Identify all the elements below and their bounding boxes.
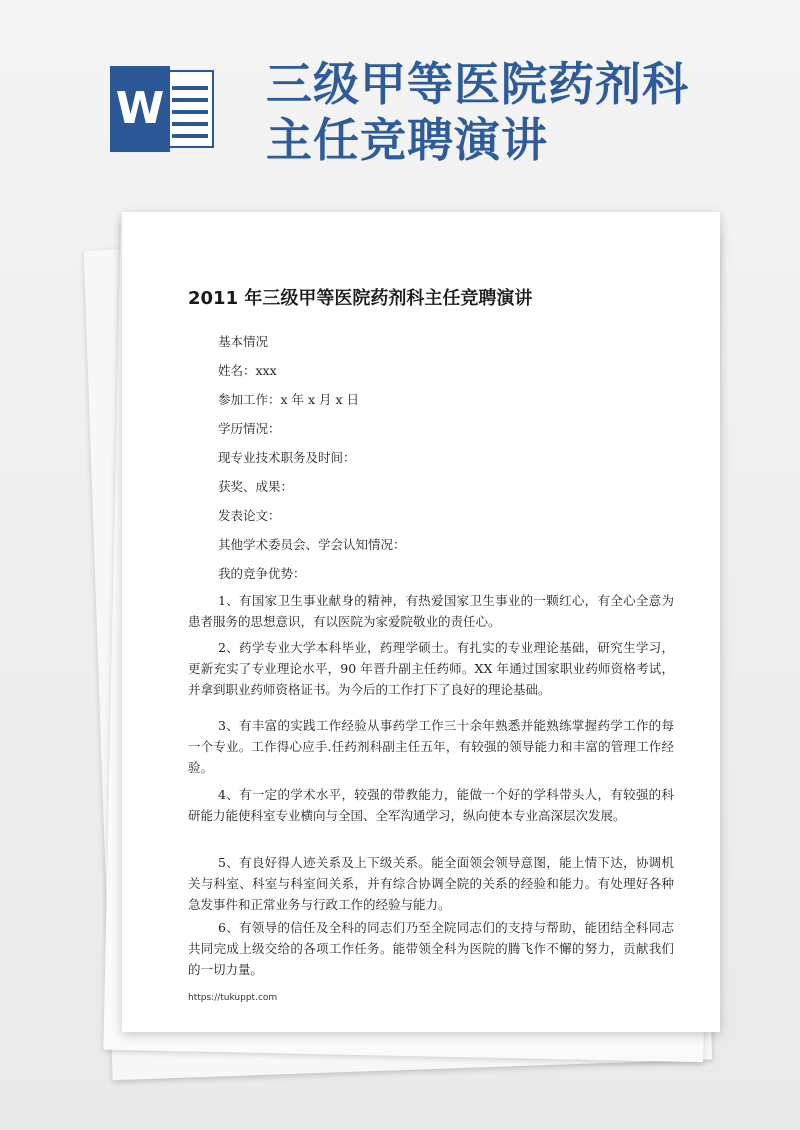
info-line-basic: 基本情况 [218,334,269,349]
paragraph-4: 4、有一定的学术水平，较强的带教能力，能做一个好的学科带头人，有较强的科研能力能使科室专业横向与全国、全军沟通学习，纵向使本专业高深层次发展。 [188,787,674,823]
info-line-title-time: 现专业技术职务及时间： [218,450,356,465]
banner-title: 三级甲等医院药剂科主任竞聘演讲 [266,57,689,167]
paragraph-6: 6、有领导的信任及全科的同志们乃至全院同志们的支持与帮助，能团结全科同志共同完成上级交给的各项工作任务。能带领全科为医院的腾飞作不懈的努力，贡献我们的一切力量。 [188,920,674,977]
word-letter: W [110,66,170,152]
paragraph-2: 2、药学专业大学本科毕业，药理学硕士。有扎实的专业理论基础，研究生学习，更新充实了专业理论水平，90 年晋升副主任药师。XX 年通过国家职业药师资格考试，并拿到职业药师资格证书。为今后的工作打下了良好的理论基础。 [188,640,674,697]
info-line-education: 学历情况： [218,421,281,436]
info-line-papers: 发表论文： [218,508,281,523]
document-title: 2011 年三级甲等医院药剂科主任竞聘演讲 [188,288,533,309]
document-page [122,212,720,1032]
paragraph-5: 5、有良好得人迹关系及上下级关系。能全面领会领导意图，能上情下达，协调机关与科室、科室与科室间关系，并有综合协调全院的关系的经验和能力。有处理好各种急发事件和正常业务与行政工作的经验与能力。 [188,855,674,912]
info-line-awards: 获奖、成果： [218,479,294,494]
paragraph-1: 1、有国家卫生事业献身的精神，有热爱国家卫生事业的一颗红心，有全心全意为患者服务的思想意识，有以医院为家爱院敬业的责任心。 [188,593,674,629]
footer-url: https://tukuppt.com [188,993,278,1003]
info-line-committees: 其他学术委员会、学会认知情况： [218,537,406,552]
info-line-advantages: 我的竞争优势： [218,566,306,581]
info-line-name: 姓名：xxx [218,363,277,378]
word-document-icon [110,66,218,152]
paragraph-3: 3、有丰富的实践工作经验从事药学工作三十余年熟悉并能熟练掌握药学工作的每一个专业。工作得心应手.任药剂科副主任五年，有较强的领导能力和丰富的管理工作经验。 [188,718,674,775]
info-line-start-work: 参加工作：x 年 x 月 x 日 [218,392,360,407]
